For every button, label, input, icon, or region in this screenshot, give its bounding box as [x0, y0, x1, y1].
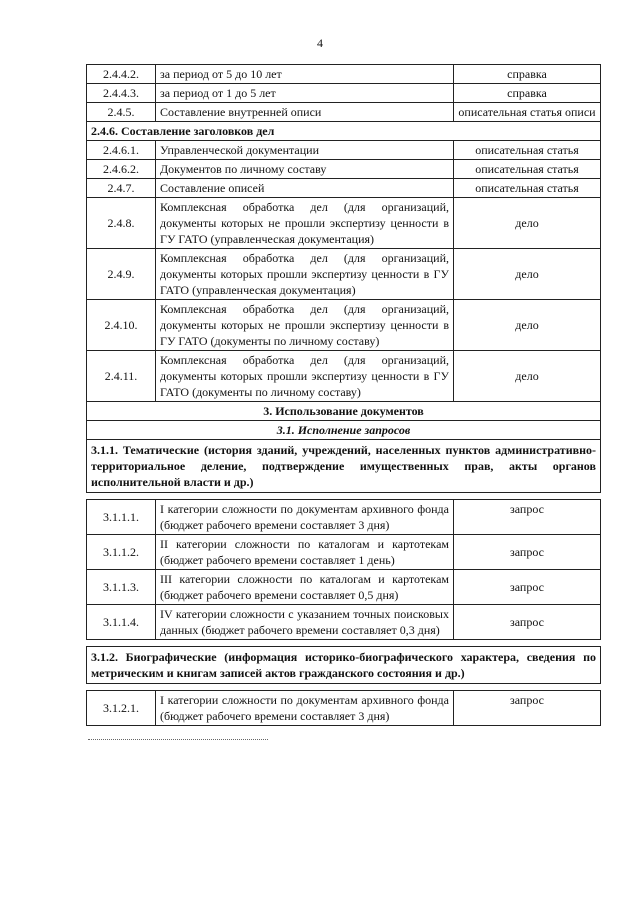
item-number: 2.4.11. — [87, 351, 156, 402]
item-description: Комплексная обработка дел (для организаций, документы которых прошли экспертизу ценности в ГУ ГАТО (документы по личному составу) — [156, 351, 454, 402]
section-heading: 3. Использование документов — [87, 402, 601, 421]
page-number: 4 — [317, 36, 323, 50]
section-title: 2.4.6. Составление заголовков дел — [87, 122, 601, 141]
block-row — [87, 440, 601, 493]
item-description: Комплексная обработка дел (для организаций, документы которых не прошли экспертизу ценности в ГУ ГАТО (управленческая документация) — [156, 198, 454, 249]
spacer-row — [87, 684, 601, 691]
item-number: 2.4.8. — [87, 198, 156, 249]
unit-of-measure: запрос — [454, 691, 601, 726]
unit-of-measure: описательная статья — [454, 141, 601, 160]
item-number: 2.4.4.2. — [87, 65, 156, 84]
table-row — [87, 500, 601, 535]
services-table — [86, 64, 601, 726]
table-row — [87, 179, 601, 198]
table-row — [87, 249, 601, 300]
table-row — [87, 84, 601, 103]
item-description: Управленческой документации — [156, 141, 454, 160]
item-number: 2.4.6.1. — [87, 141, 156, 160]
spacer-row — [87, 493, 601, 500]
item-number: 2.4.7. — [87, 179, 156, 198]
table-row — [87, 570, 601, 605]
block-row — [87, 647, 601, 684]
item-description: Составление внутренней описи — [156, 103, 454, 122]
unit-of-measure: описательная статья — [454, 160, 601, 179]
item-description: Документов по личному составу — [156, 160, 454, 179]
heading-row — [87, 402, 601, 421]
table-row — [87, 691, 601, 726]
unit-of-measure: справка — [454, 84, 601, 103]
category-title: 3.1.1. Тематические (история зданий, учреждений, населенных пунктов административно-территориальное деление, подтверждение имущественных прав, акты органов исполнительной власти и др.) — [87, 440, 601, 493]
item-number: 3.1.1.4. — [87, 605, 156, 640]
unit-of-measure: дело — [454, 198, 601, 249]
item-description: Составление описей — [156, 179, 454, 198]
item-number: 2.4.10. — [87, 300, 156, 351]
item-description: III категории сложности по каталогам и картотекам (бюджет рабочего времени составляет 0,5 дня) — [156, 570, 454, 605]
category-title: 3.1.2. Биографические (информация историко-биографического характера, сведения по метрическим и книгам записей актов гражданского состояния и др.) — [87, 647, 601, 684]
spacer-cell — [87, 493, 601, 500]
table-row — [87, 300, 601, 351]
subsection-heading: 3.1. Исполнение запросов — [87, 421, 601, 440]
table-row — [87, 605, 601, 640]
table-row — [87, 535, 601, 570]
table-row — [87, 160, 601, 179]
item-number: 2.4.9. — [87, 249, 156, 300]
item-description: IV категории сложности с указанием точных поисковых данных (бюджет рабочего времени составляет 0,3 дня) — [156, 605, 454, 640]
spacer-cell — [87, 684, 601, 691]
section-row — [87, 122, 601, 141]
unit-of-measure: описательная статья — [454, 179, 601, 198]
table-row — [87, 65, 601, 84]
scan-dotted-line — [88, 739, 268, 740]
item-description: I категории сложности по документам архивного фонда (бюджет рабочего времени составляет 3 дня) — [156, 500, 454, 535]
item-description: Комплексная обработка дел (для организаций, документы которых прошли экспертизу ценности в ГУ ГАТО (управленческая документация) — [156, 249, 454, 300]
item-number: 3.1.2.1. — [87, 691, 156, 726]
unit-of-measure: дело — [454, 300, 601, 351]
unit-of-measure: описательная статья описи — [454, 103, 601, 122]
item-number: 3.1.1.2. — [87, 535, 156, 570]
unit-of-measure: дело — [454, 351, 601, 402]
item-number: 2.4.5. — [87, 103, 156, 122]
table-row — [87, 351, 601, 402]
unit-of-measure: запрос — [454, 535, 601, 570]
unit-of-measure: справка — [454, 65, 601, 84]
item-description: за период от 5 до 10 лет — [156, 65, 454, 84]
unit-of-measure: запрос — [454, 500, 601, 535]
item-number: 2.4.4.3. — [87, 84, 156, 103]
spacer-row — [87, 640, 601, 647]
unit-of-measure: дело — [454, 249, 601, 300]
item-number: 2.4.6.2. — [87, 160, 156, 179]
unit-of-measure: запрос — [454, 570, 601, 605]
unit-of-measure: запрос — [454, 605, 601, 640]
item-description: Комплексная обработка дел (для организаций, документы которых не прошли экспертизу ценности в ГУ ГАТО (документы по личному составу) — [156, 300, 454, 351]
item-number: 3.1.1.1. — [87, 500, 156, 535]
item-description: II категории сложности по каталогам и картотекам (бюджет рабочего времени составляет 1 день) — [156, 535, 454, 570]
spacer-cell — [87, 640, 601, 647]
item-number: 3.1.1.3. — [87, 570, 156, 605]
subheading-row — [87, 421, 601, 440]
item-description: за период от 1 до 5 лет — [156, 84, 454, 103]
table-row — [87, 141, 601, 160]
item-description: I категории сложности по документам архивного фонда (бюджет рабочего времени составляет 3 дня) — [156, 691, 454, 726]
table-row — [87, 103, 601, 122]
table-row — [87, 198, 601, 249]
